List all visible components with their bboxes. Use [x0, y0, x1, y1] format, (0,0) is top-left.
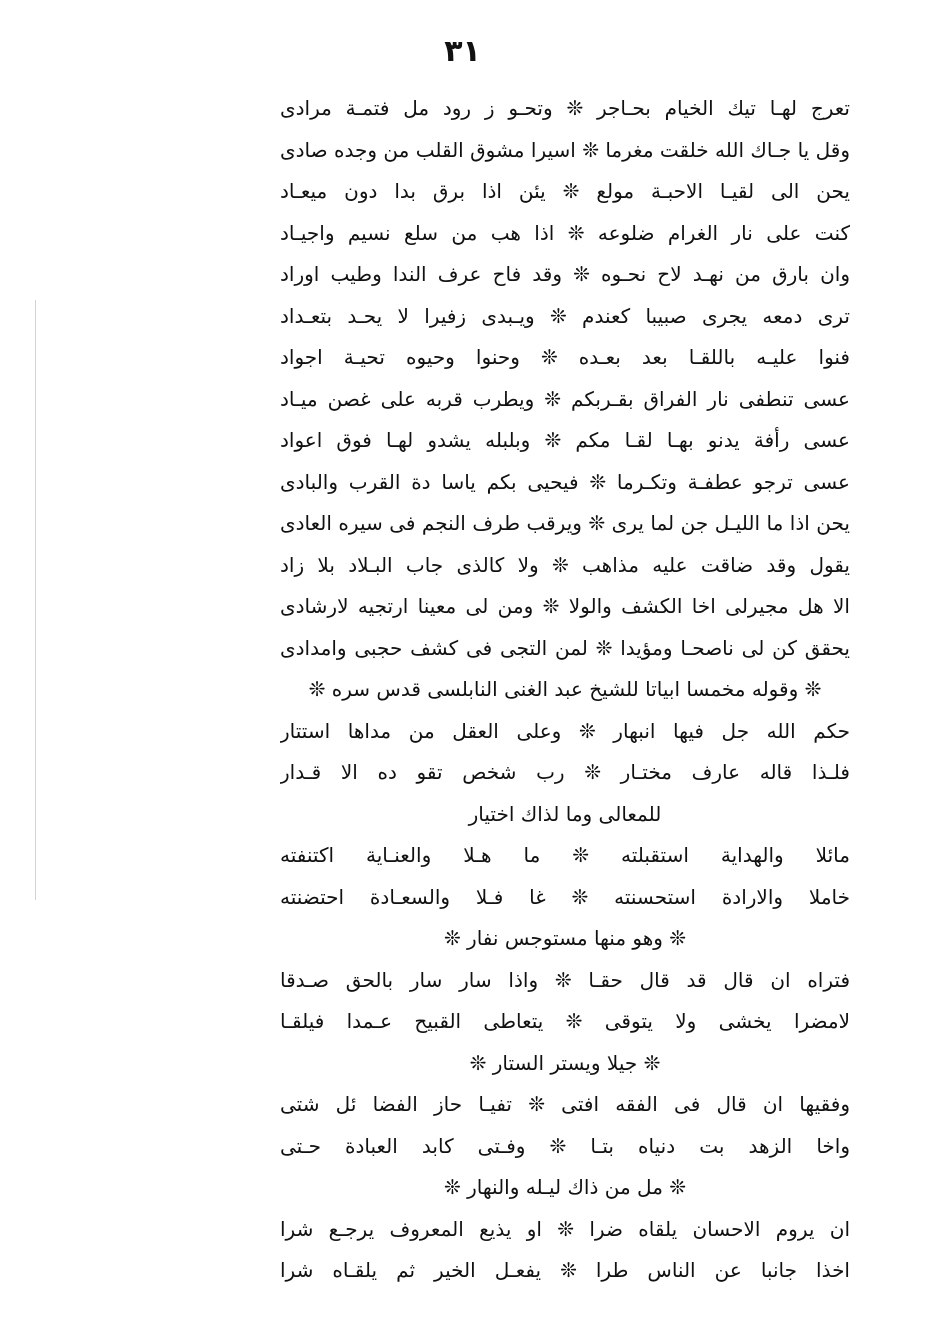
poem-verse-line: يحن اذا ما الليـل جن لما يرى ❊ ويرقب طرف النجم فى سيره العادى [280, 511, 850, 535]
poem-text-block [280, 88, 850, 1292]
poem-verse-line: حكم الله جل فيها انبهار ❊ وعلى العقل من مداها استتار [280, 718, 850, 743]
poem-verse-line: فنوا عليـه باللقـا بعد بعـده ❊ وحنوا وحيوه تحيـة اجواد [280, 345, 850, 369]
poem-heading-line: ❊ جيلا ويستر الستار ❊ [469, 1050, 661, 1075]
poem-verse-line: الا هل مجيرلى اخا الكشف والولا ❊ ومن لى معينا ارتجيه لارشادى [280, 594, 850, 618]
margin-rule [35, 300, 36, 900]
poem-verse-line: عسى رأفة يدنو بهـا لقـا مكم ❊ وبلبله يشدو لهـا فوق اعواد [280, 428, 850, 452]
poem-verse-line: لامضرا يخشى ولا يتوقى ❊ يتعاطى القبيح عـمدا فيلقـا [280, 1009, 850, 1033]
poem-verse-line: وان بارق من نهـد لاح نحـوه ❊ وقد فاح عرف الندا وطيب اوراد [280, 262, 850, 286]
poem-verse-line: يحن الى لقيـا الاحبـة مولع ❊ يئن اذا برق بدا دون ميعـاد [280, 179, 850, 203]
poem-verse-line: تعرج لهـا تيك الخيام بحـاجر ❊ وتحـو ز رود مل فتمـة مرادى [280, 96, 850, 120]
poem-heading-line: ❊ مل من ذاك ليـله والنهار ❊ [443, 1175, 687, 1199]
poem-verse-line: اخذا جانبا عن الناس طرا ❊ يفعـل الخير ثم يلقـاه شرا [280, 1258, 850, 1282]
poem-verse-line: فلـذا قاله عارف مختـار ❊ رب شخص تقو ده الا قـدار [280, 760, 850, 784]
page-number: ٣١ [444, 34, 481, 69]
poem-verse-line: فتراه ان قال قد قال حقـا ❊ واذا سار سار بالحق صـدقا [280, 967, 850, 992]
poem-verse-line: ان يروم الاحسان يلقاه ضرا ❊ او يذيع المعروف يرجـع شرا [280, 1216, 850, 1241]
poem-verse-line: كنت على نار الغرام ضلوعه ❊ اذا هب من سلع نسيم واجيـاد [280, 220, 850, 245]
poem-verse-line: واخا الزهد بت دنياه بتـا ❊ وفـتى كابد العبادة حـتى [280, 1133, 850, 1158]
poem-verse-line: خاملا والارادة استحسنته ❊ غا فـلا والسعـادة احتضنته [280, 884, 850, 909]
poem-heading-line: ❊ وقوله مخمسا ابياتا للشيخ عبد الغنى النابلسى قدس سره ❊ [308, 677, 822, 701]
poem-verse-line: عسى ترجو عطفـة وتكـرما ❊ فيحيى بكم ياسا دة القرب والبادى [280, 469, 850, 494]
poem-heading-line: ❊ وهو منها مستوجس نفار ❊ [443, 926, 687, 950]
poem-verse-line: مائلا والهداية استقبلته ❊ ما هـلا والعنـاية اكتنفته [280, 843, 850, 867]
poem-heading-line: للمعالى وما لذاك اختيار [468, 801, 662, 826]
poem-verse-line: وفقيها ان قال فى الفقه افتى ❊ تفيـا حاز الفضا ئل شتى [280, 1092, 850, 1116]
poem-verse-line: يحقق كن لى ناصحـا ومؤيدا ❊ لمن التجى فى كشف حجبى وامدادى [280, 635, 850, 660]
poem-verse-line: عسى تنطفى نار الفراق بقـربكم ❊ ويطرب قربه على غصن ميـاد [280, 386, 850, 411]
poem-verse-line: وقل يا جـاك الله خلقت مغرما ❊ اسيرا مشوق القلب من وجده صادى [280, 137, 850, 162]
poem-verse-line: ترى دمعه يجرى صبيبا كعندم ❊ ويـبدى زفيرا لا يحـد بتعـداد [280, 303, 850, 328]
poem-verse-line: يقول وقد ضاقت عليه مذاهب ❊ ولا كالذى جاب البـلاد بلا زاد [280, 552, 850, 577]
